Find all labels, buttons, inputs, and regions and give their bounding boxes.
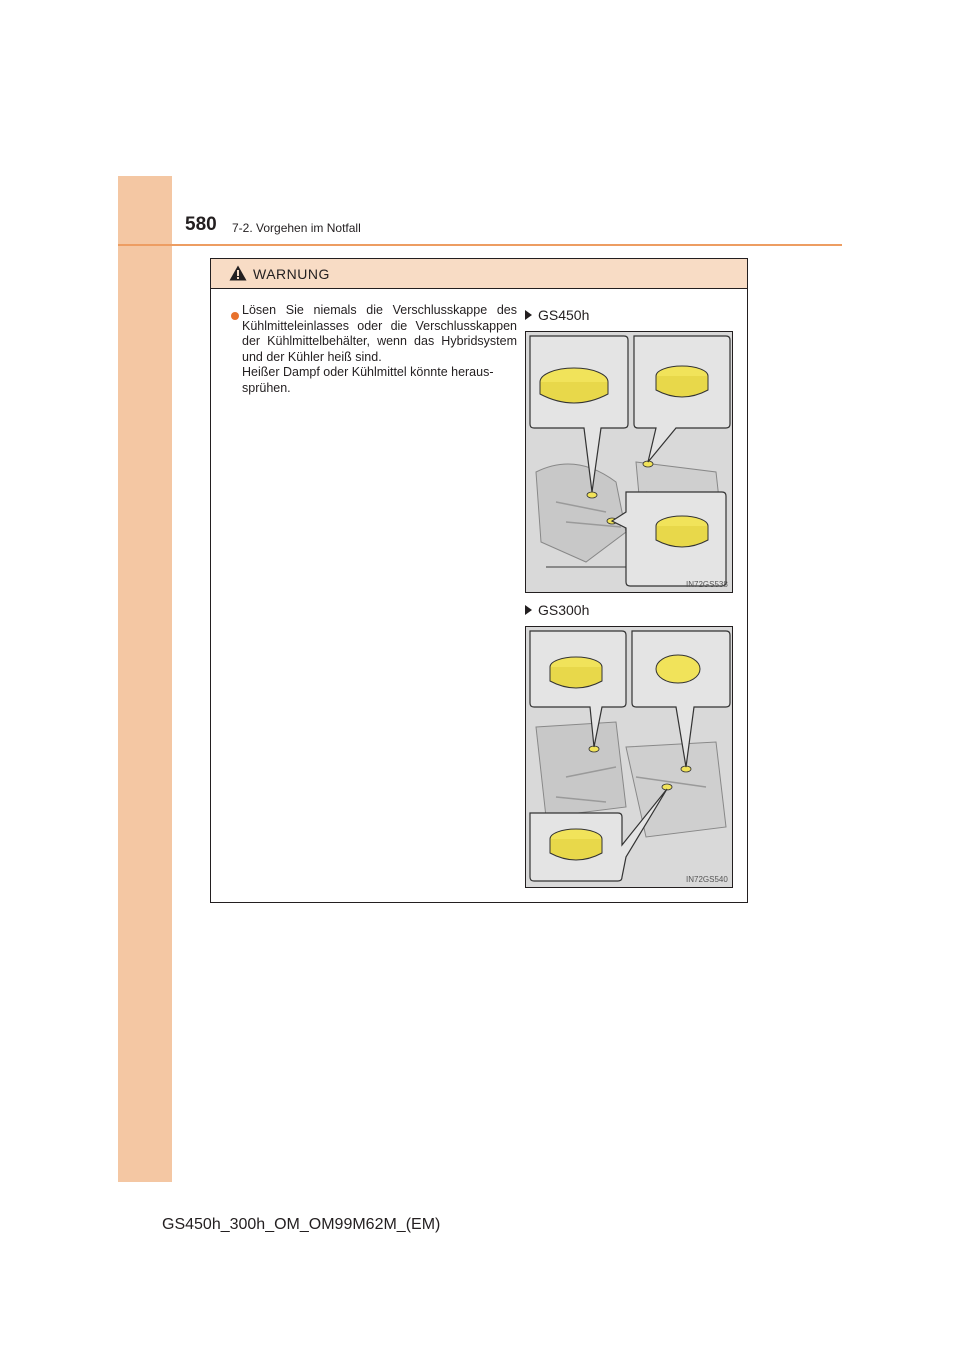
- figure-code-gs450h: IN72GS538: [686, 580, 728, 589]
- header-rule: [118, 244, 842, 246]
- warning-title: WARNUNG: [253, 266, 330, 282]
- figure-label-gs450h: GS450h: [525, 307, 589, 323]
- page-number: 580: [185, 214, 217, 235]
- document-id: GS450h_300h_OM_OM99M62M_(EM): [162, 1216, 441, 1233]
- warning-paragraph: Lösen Sie niemals die Verschlusskappe des Kühlmitteleinlasses oder die Verschlusskappen der Kühlmittelbehälter, wenn das Hybridsystem und der Kühler heiß sind.: [242, 303, 517, 364]
- arrow-right-icon: [525, 605, 532, 615]
- warning-box: [210, 258, 748, 903]
- warning-paragraph-2: Heißer Dampf oder Kühlmittel könnte heraus-sprühen.: [242, 365, 494, 395]
- bullet-icon: [231, 312, 239, 320]
- engine-illustration-gs300h: [525, 626, 733, 888]
- section-title: 7-2. Vorgehen im Notfall: [232, 221, 361, 235]
- warning-triangle-icon: [229, 265, 247, 281]
- arrow-right-icon: [525, 310, 532, 320]
- engine-illustration-gs450h: [525, 331, 733, 593]
- figure-label-gs300h: GS300h: [525, 602, 589, 618]
- side-color-band: [118, 176, 172, 1182]
- warning-header: [211, 259, 747, 289]
- figure-code-gs300h: IN72GS540: [686, 875, 728, 884]
